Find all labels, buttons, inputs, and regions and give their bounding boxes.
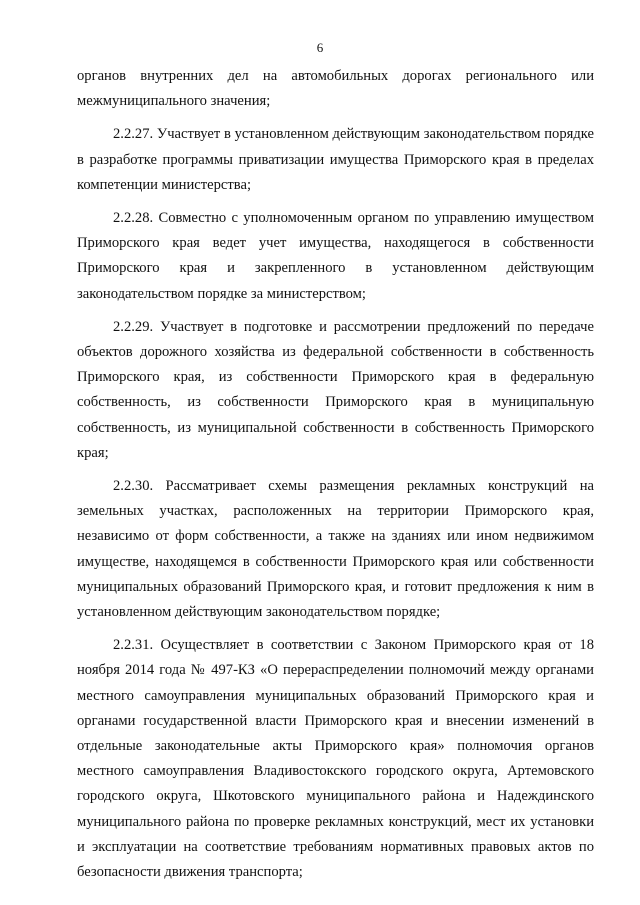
paragraph-2-2-29: 2.2.29. Участвует в подготовке и рассмотрении предложений по передаче объектов дорожного хозяйства из федеральной собственности в собственность Приморского края, из собственности Приморского края в федеральную собственность, из собственности Приморского края в муниципальную собственность, из муниципальной собственности в собственность Приморского края; — [77, 318, 594, 461]
paragraph-2-2-31: 2.2.31. Осуществляет в соответствии с Законом Приморского края от 18 ноября 2014 года № 497-КЗ «О перераспределении полномочий между органами местного самоуправления муниципальных образований Приморского края и органами государственной власти Приморского края и внесении изменений в отдельные законодательные акты Приморского края» полномочия органов местного самоуправления Владивостокского городского округа, Артемовского городского округа, Шкотовского муниципального района и Надеждинского муниципального района по проверке рекламных конструкций, мест их установки и эксплуатации на соответствие требованиям нормативных правовых актов по безопасности движения транспорта; — [77, 637, 594, 881]
paragraph-2-2-27: 2.2.27. Участвует в установленном действующим законодательством порядке в разработке программы приватизации имущества Приморского края в пределах компетенции министерства; — [77, 126, 594, 193]
page-number: 6 — [316, 40, 324, 55]
document-body — [77, 64, 594, 893]
paragraph-2-2-28: 2.2.28. Совместно с уполномоченным органом по управлению имуществом Приморского края ведет учет имущества, находящегося в собственности Приморского края и закрепленного в установленном действующим законодательством порядке за министерством; — [77, 210, 594, 302]
paragraph-continuation: органов внутренних дел на автомобильных дорогах регионального или межмуниципального значения; — [77, 68, 594, 110]
paragraph-2-2-30: 2.2.30. Рассматривает схемы размещения рекламных конструкций на земельных участках, расположенных на территории Приморского края, независимо от форм собственности, а также на зданиях или ином недвижимом имуществе, находящемся в собственности Приморского края или собственности муниципальных образований Приморского края, и готовит предложения к ним в установленном действующим законодательством порядке; — [77, 478, 594, 621]
